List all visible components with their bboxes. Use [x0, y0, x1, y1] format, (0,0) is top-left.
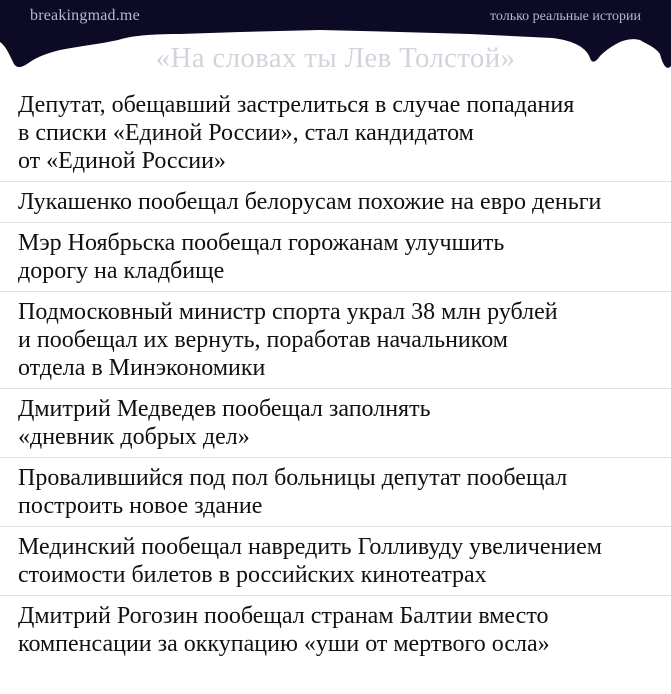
site-name[interactable]: breakingmad.me: [30, 7, 140, 24]
news-item[interactable]: Мэр Ноябрьска пообещал горожанам улучшить дорогу на кладбище: [0, 222, 671, 291]
header-banner: [0, 0, 671, 80]
news-list: [0, 85, 671, 664]
news-item[interactable]: Дмитрий Медведев пообещал заполнять «дневник добрых дел»: [0, 388, 671, 457]
news-item[interactable]: Дмитрий Рогозин пообещал странам Балтии вместо компенсации за оккупацию «уши от мертвого осла»: [0, 595, 671, 664]
page-title: «На словах ты Лев Толстой»: [155, 42, 516, 74]
news-item[interactable]: Депутат, обещавший застрелиться в случае попадания в списки «Единой России», стал кандидатом от «Единой России»: [18, 92, 575, 174]
news-item[interactable]: Подмосковный министр спорта украл 38 млн рублей и пообещал их вернуть, поработав начальником отдела в Минэкономики: [0, 291, 671, 388]
news-item[interactable]: Лукашенко пообещал белорусам похожие на евро деньги: [0, 181, 671, 222]
news-item[interactable]: Мединский пообещал навредить Голливуду увеличением стоимости билетов в российских кинотеатрах: [0, 526, 671, 595]
site-tagline: только реальные истории: [489, 9, 641, 24]
news-item[interactable]: Провалившийся под пол больницы депутат пообещал построить новое здание: [0, 457, 671, 526]
